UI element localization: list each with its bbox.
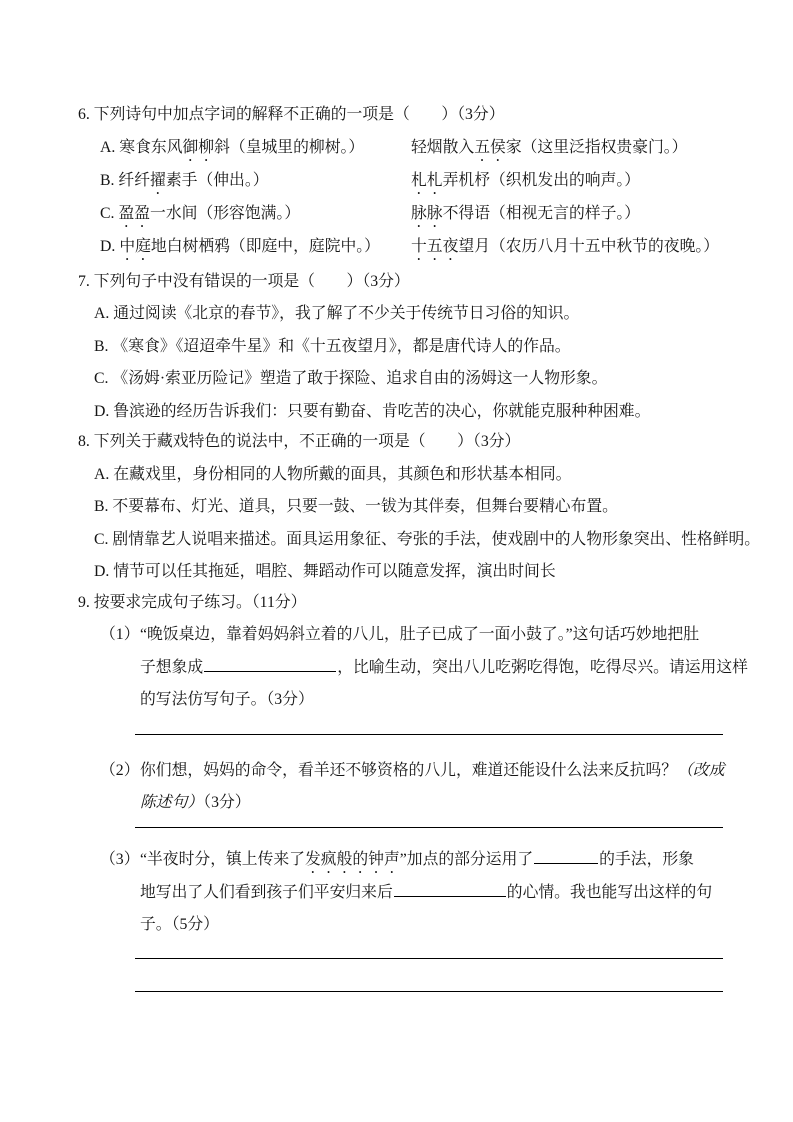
fill-in-blank[interactable] (204, 654, 336, 672)
question-9-item-2 (100, 755, 738, 820)
text-segment: 轻烟散入 (411, 138, 475, 156)
question-7-option-a: A. 通过阅读《北京的春节》，我了解了不少关于传统节日习俗的知识。 (94, 305, 580, 322)
option-a-right (411, 132, 738, 165)
question-6-option-c (100, 198, 738, 231)
option-d-right (411, 231, 738, 264)
emphasized-text: 十五夜 (411, 237, 459, 255)
text-segment: 地白树栖鸦（即庭中，庭院中。） (150, 237, 380, 255)
item-3-line-1 (140, 844, 738, 877)
emphasized-text: 五侯 (474, 138, 506, 156)
item-3-line-2 (140, 877, 738, 910)
text-segment: 素手（伸出。） (165, 171, 269, 189)
fill-in-blank[interactable] (394, 879, 506, 897)
text-segment: 子。（5分） (140, 916, 219, 933)
answer-line[interactable] (135, 958, 723, 959)
question-7-option-c: C. 《汤姆·索亚历险记》塑造了敢于探险、追求自由的汤姆这一人物形象。 (94, 370, 608, 387)
text-segment: “半夜时分，镇上传来了 (140, 850, 305, 868)
question-6-option-d (100, 231, 738, 264)
text-segment: 不得语（相视无言的样子。） (442, 204, 641, 222)
question-6-title: 6. 下列诗句中加点字词的解释不正确的一项是（ ）（3分） (78, 106, 505, 123)
text-segment: 陈述句） (140, 794, 204, 811)
option-c-left (100, 198, 411, 231)
text-segment: 子想象成 (140, 658, 204, 676)
question-7-option-d: D. 鲁滨逊的经历告诉我们：只要有勤奋、肯吃苦的决心，你就能克服种种困难。 (94, 402, 651, 420)
item-2-line-1 (140, 755, 738, 788)
item-1-line-2 (140, 652, 748, 685)
emphasized-text: 札札 (411, 171, 443, 189)
question-9-item-3 (100, 844, 738, 942)
item-2-line-2 (140, 787, 738, 820)
emphasized-text: 擢 (150, 171, 166, 189)
text-segment: A. 寒食东风 (100, 138, 183, 156)
question-8-option-c: C. 剧情靠艺人说唱来描述。面具运用象征、夸张的手法，使戏剧中的人物形象突出、性格鲜明。 (94, 530, 761, 548)
item-1-line-3 (140, 684, 738, 717)
text-segment: 的手法，形象 (599, 850, 694, 868)
text-segment: （3分） (203, 794, 251, 811)
text-segment: B. 纤纤 (100, 171, 151, 189)
question-6-option-a (100, 132, 738, 165)
question-7-option-b: B. 《寒食》《迢迢牵牛星》和《十五夜望月》，都是唐代诗人的作品。 (94, 337, 571, 355)
question-8-option-d: D. 情节可以任其拖延，唱腔、舞蹈动作可以随意发挥，演出时间长 (94, 563, 556, 580)
fill-in-blank[interactable] (534, 846, 598, 864)
text-segment: 望月（农历八月十五中秋节的夜晚。） (458, 237, 720, 255)
option-a-left (100, 132, 411, 165)
text-segment: ，比喻生动，突出八儿吃粥吃得饱，吃得尽兴。请运用这样 (337, 658, 748, 676)
emphasized-text: 中庭 (119, 237, 151, 255)
option-d-left (100, 231, 411, 264)
question-6-option-b (100, 165, 738, 198)
text-segment: “晚饭桌边，靠着妈妈斜立着的八儿，肚子已成了一面小鼓了。”这句话巧妙地把肚 (140, 626, 700, 643)
item-3-number: （3） (100, 850, 140, 868)
option-b-left (100, 165, 411, 198)
item-3-line-3 (140, 909, 738, 942)
option-b-right (411, 165, 738, 198)
text-segment: 地写出了人们看到孩子们平安归来后 (140, 883, 393, 901)
text-segment: 的写法仿写句子。（3分） (140, 691, 314, 708)
answer-line[interactable] (135, 734, 723, 735)
question-8-option-b: B. 不要幕布、灯光、道具，只要一鼓、一钹为其伴奏，但舞台要精心布置。 (94, 498, 618, 515)
text-segment: C. (100, 204, 119, 222)
option-c-right (411, 198, 738, 231)
text-segment: （改成 (677, 761, 725, 779)
item-2-number: （2） (100, 761, 140, 779)
text-segment: D. (100, 237, 120, 255)
item-1-line-1 (140, 619, 738, 652)
text-segment: 弄机杼（织机发出的响声。） (442, 171, 641, 189)
question-8-option-a: A. 在藏戏里，身份相同的人物所戴的面具，其颜色和形状基本相同。 (94, 465, 572, 483)
text-segment: 的心情。我也能写出这样的句 (506, 883, 713, 901)
emphasized-text: 御柳 (182, 138, 215, 156)
item-1-number: （1） (100, 626, 140, 643)
emphasized-text: 盈盈 (118, 204, 151, 222)
emphasized-text: 脉脉 (411, 204, 443, 222)
emphasized-text: 发疯般的钟声 (304, 850, 400, 868)
answer-line[interactable] (135, 827, 723, 828)
question-8-title: 8. 下列关于藏戏特色的说法中，不正确的一项是（ ）（3分） (78, 433, 521, 450)
question-7-title: 7. 下列句子中没有错误的一项是（ ）（3分） (78, 272, 410, 290)
text-segment: ”加点的部分运用了 (399, 850, 534, 868)
text-segment: 一水间（形容饱满。） (150, 204, 301, 222)
question-9-item-1 (100, 619, 748, 717)
text-segment: 家（这里泛指权贵豪门。） (505, 138, 688, 156)
text-segment: 你们想，妈妈的命令，看羊还不够资格的八儿，难道还能设什么法来反抗吗？ (140, 761, 678, 779)
answer-line[interactable] (135, 991, 723, 992)
text-segment: 斜（皇城里的柳树。） (214, 138, 365, 156)
question-9-title: 9. 按要求完成句子练习。（11分） (78, 593, 307, 611)
